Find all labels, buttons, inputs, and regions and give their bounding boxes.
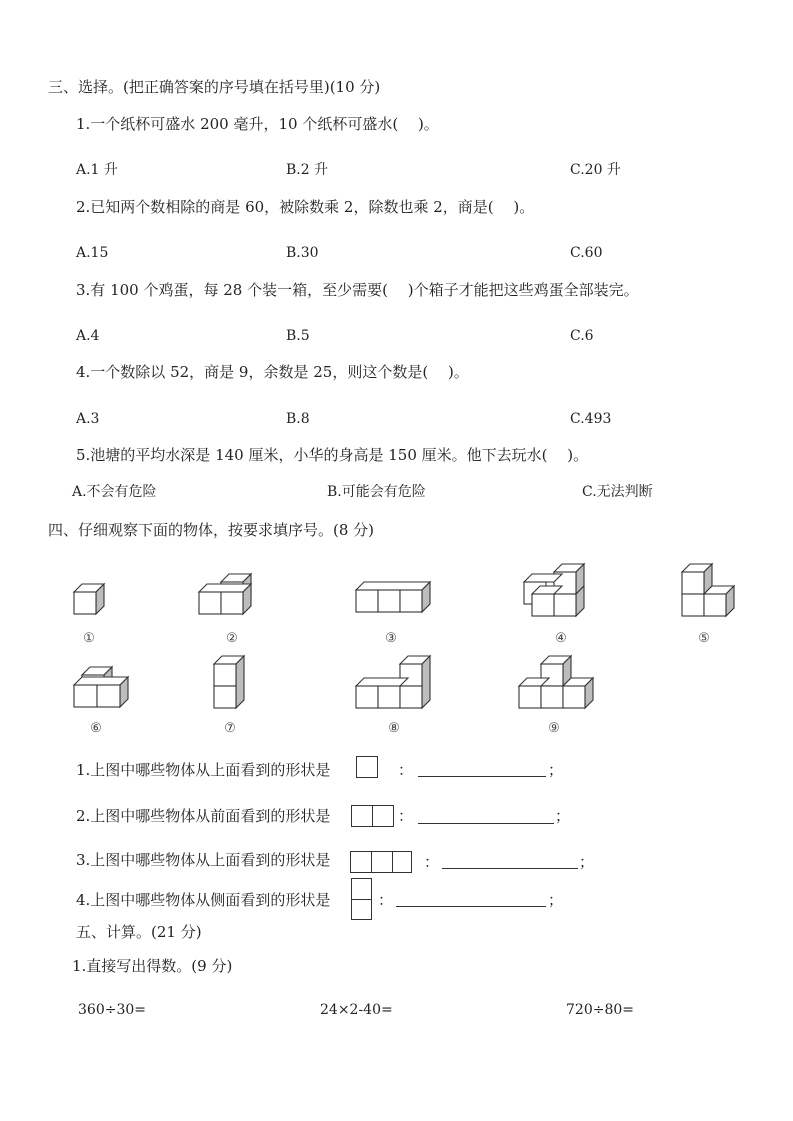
question-text: 5.池塘的平均水深是 140 厘米，小华的身高是 150 厘米。他下去玩水( )。 bbox=[76, 446, 589, 464]
question-text: 2.已知两个数相除的商是 60，被除数乘 2，除数也乘 2，商是( )。 bbox=[76, 198, 535, 216]
cube-figure-5 bbox=[678, 562, 738, 624]
answer-blank[interactable] bbox=[418, 823, 554, 824]
cube-figure-9 bbox=[515, 654, 597, 714]
calc-item: 24×2-40= bbox=[320, 1002, 393, 1018]
option-a: A.不会有危险 bbox=[72, 484, 157, 500]
view-question-3: 3.上图中哪些物体从上面看到的形状是 bbox=[76, 851, 331, 869]
answer-blank[interactable] bbox=[396, 906, 546, 907]
figure-label: ③ bbox=[385, 631, 397, 646]
figure-label: ② bbox=[226, 631, 238, 646]
answer-blank[interactable] bbox=[442, 868, 578, 869]
colon: ： bbox=[398, 761, 414, 779]
section4-title: 四、仔细观察下面的物体，按要求填序号。(8 分) bbox=[48, 521, 375, 539]
semicolon: ； bbox=[548, 891, 564, 909]
figure-label: ⑦ bbox=[224, 721, 236, 736]
option-b: B.5 bbox=[286, 328, 310, 344]
option-c: C.20 升 bbox=[570, 162, 621, 178]
figure-label: ⑧ bbox=[388, 721, 400, 736]
cube-figure-2 bbox=[195, 572, 265, 622]
semicolon: ； bbox=[548, 761, 564, 779]
figure-label: ⑤ bbox=[698, 631, 710, 646]
colon: ： bbox=[398, 807, 414, 825]
shape-two-squares-left bbox=[351, 805, 373, 827]
semicolon: ； bbox=[579, 853, 595, 871]
option-a: A.4 bbox=[76, 328, 100, 344]
option-c: C.60 bbox=[570, 245, 603, 261]
figure-label: ⑨ bbox=[548, 721, 560, 736]
figure-label: ④ bbox=[555, 631, 567, 646]
option-c: C.无法判断 bbox=[582, 484, 653, 500]
shape-three-squares-1 bbox=[350, 851, 372, 873]
cube-figure-3 bbox=[352, 580, 434, 622]
calc-item: 360÷30= bbox=[78, 1002, 146, 1018]
view-question-2: 2.上图中哪些物体从前面看到的形状是 bbox=[76, 807, 331, 825]
shape-stacked-top bbox=[351, 878, 372, 900]
section5-title: 五、计算。(21 分) bbox=[76, 923, 202, 941]
section5-subtitle: 1.直接写出得数。(9 分) bbox=[72, 957, 233, 975]
shape-two-squares-right bbox=[372, 805, 394, 827]
shape-stacked-bottom bbox=[351, 899, 372, 920]
option-a: A.1 升 bbox=[76, 162, 118, 178]
option-a: A.15 bbox=[76, 245, 109, 261]
answer-blank[interactable] bbox=[418, 776, 546, 777]
option-b: B.30 bbox=[286, 245, 319, 261]
cube-figure-8 bbox=[352, 654, 434, 714]
cube-figure-1 bbox=[70, 582, 110, 622]
question-text: 3.有 100 个鸡蛋，每 28 个装一箱，至少需要( )个箱子才能把这些鸡蛋全部装完。 bbox=[76, 281, 639, 299]
option-b: B.2 升 bbox=[286, 162, 329, 178]
section3-title: 三、选择。(把正确答案的序号填在括号里)(10 分) bbox=[48, 78, 381, 96]
option-b: B.8 bbox=[286, 411, 310, 427]
cube-figure-7 bbox=[210, 654, 250, 714]
figure-label: ① bbox=[83, 631, 95, 646]
colon: ： bbox=[424, 853, 440, 871]
option-a: A.3 bbox=[76, 411, 100, 427]
cube-figure-4 bbox=[520, 562, 590, 624]
semicolon: ； bbox=[555, 807, 571, 825]
shape-three-squares-3 bbox=[392, 851, 412, 873]
view-question-1: 1.上图中哪些物体从上面看到的形状是 bbox=[76, 761, 331, 779]
shape-three-squares-2 bbox=[371, 851, 393, 873]
figure-label: ⑥ bbox=[90, 721, 102, 736]
calc-item: 720÷80= bbox=[566, 1002, 634, 1018]
question-text: 1.一个纸杯可盛水 200 毫升，10 个纸杯可盛水( )。 bbox=[76, 115, 439, 133]
view-question-4: 4.上图中哪些物体从侧面看到的形状是 bbox=[76, 891, 331, 909]
question-text: 4.一个数除以 52，商是 9，余数是 25，则这个数是( )。 bbox=[76, 363, 469, 381]
option-c: C.6 bbox=[570, 328, 594, 344]
option-b: B.可能会有危险 bbox=[327, 484, 426, 500]
shape-single-square bbox=[356, 756, 378, 778]
colon: ： bbox=[378, 891, 394, 909]
option-c: C.493 bbox=[570, 411, 612, 427]
cube-figure-6 bbox=[70, 665, 132, 715]
